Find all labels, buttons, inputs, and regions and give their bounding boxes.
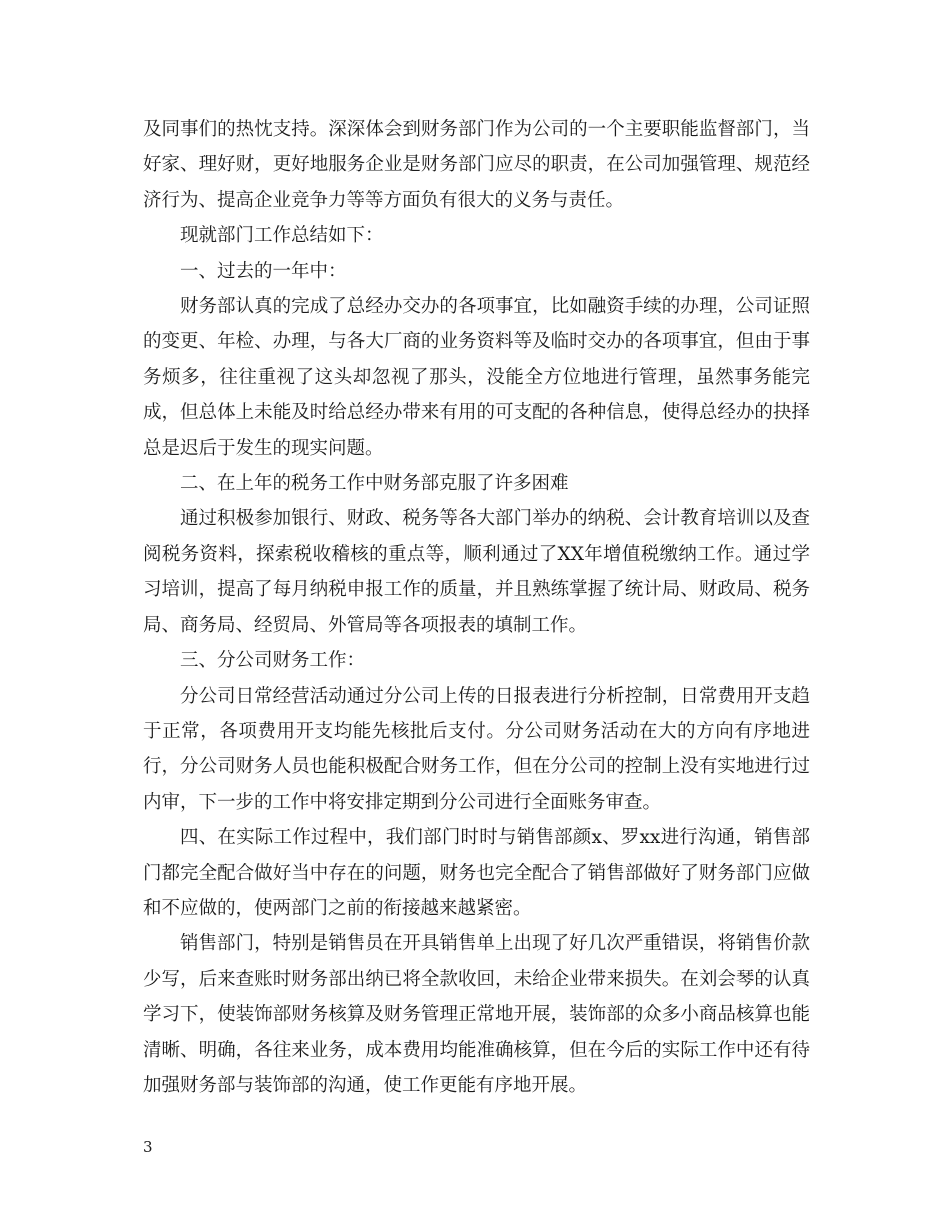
paragraph-section-1: 财务部认真的完成了总经办交办的各项事宜，比如融资手续的办理，公司证照的变更、年检、办理，与各大厂商的业务资料等及临时交办的各项事宜，但由于事务烦多，往往重视了这头却忽视了那头，没能全方位地进行管理，虽然事务能完成，但总体上未能及时给总经办带来有用的可支配的各种信息，使得总经办的抉择总是迟后于发生的现实问题。: [143, 296, 810, 459]
section-heading-1: 一、过去的一年中：: [180, 260, 347, 282]
paragraph-section-4: 四、在实际工作过程中，我们部门时时与销售部颜x、罗xx进行沟通，销售部门都完全配合做好当中存在的问题，财务也完全配合了销售部做好了财务部门应做和不应做的，使两部门之前的衔接越来越紧密。: [143, 827, 810, 919]
section-heading-3: 三、分公司财务工作：: [180, 650, 366, 672]
paragraph-sales: 销售部门，特别是销售员在开具销售单上出现了好几次严重错误，将销售价款少写，后来查账时财务部出纳已将全款收回，未给企业带来损失。在刘会琴的认真学习下，使装饰部财务核算及财务管理正常地开展，装饰部的众多小商品核算也能清晰、明确，各往来业务，成本费用均能准确核算，但在今后的实际工作中还有待加强财务部与装饰部的沟通，使工作更能有序地开展。: [143, 933, 810, 1096]
page-number: 3: [143, 1138, 153, 1156]
paragraph-section-3: 分公司日常经营活动通过分公司上传的日报表进行分析控制，日常费用开支趋于正常，各项费用开支均能先核批后支付。分公司财务活动在大的方向有序地进行，分公司财务人员也能积极配合财务工作，但在分公司的控制上没有实地进行过内审，下一步的工作中将安排定期到分公司进行全面账务审查。: [143, 685, 810, 813]
paragraph-intro: 现就部门工作总结如下：: [180, 225, 384, 247]
paragraph-continuation: 及同事们的热忱支持。深深体会到财务部门作为公司的一个主要职能监督部门，当好家、理好财，更好地服务企业是财务部门应尽的职责，在公司加强管理、规范经济行为、提高企业竞争力等等方面负有很大的义务与责任。: [143, 119, 810, 211]
paragraph-section-2: 通过积极参加银行、财政、税务等各大部门举办的纳税、会计教育培训以及查阅税务资料，探索税收稽核的重点等，顺利通过了XX年增值税缴纳工作。通过学习培训，提高了每月纳税申报工作的质量，并且熟练掌握了统计局、财政局、税务局、商务局、经贸局、外管局等各项报表的填制工作。: [143, 508, 810, 636]
section-heading-2: 二、在上年的税务工作中财务部克服了许多困难: [180, 473, 569, 495]
document-body: [143, 112, 810, 1103]
